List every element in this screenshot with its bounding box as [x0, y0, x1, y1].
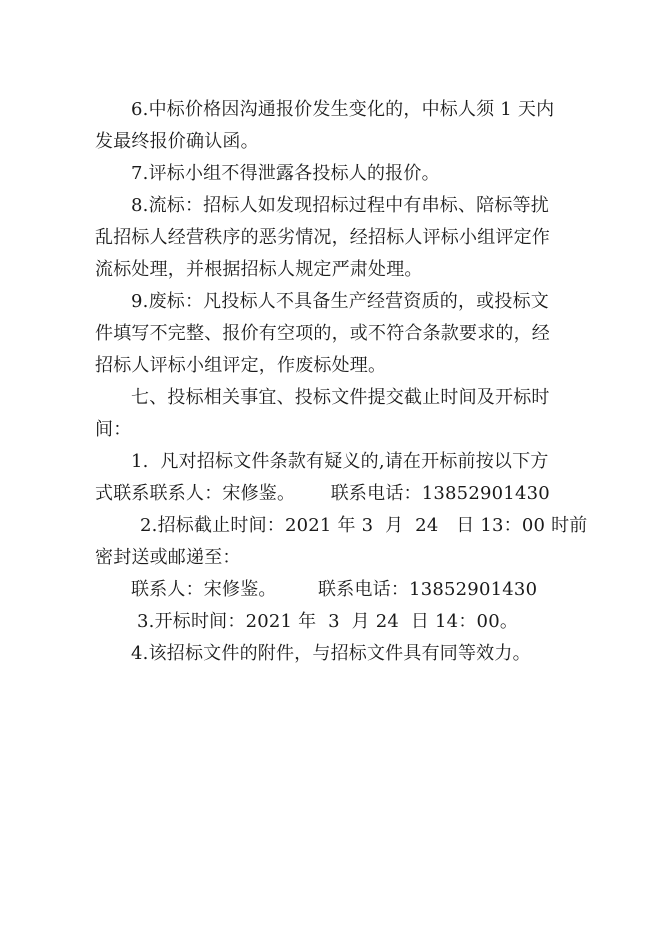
text-line-10: 七、投标相关事宜、投标文件提交截止时间及开标时	[131, 387, 550, 408]
text-line-12: 1. 凡对招标文件条款有疑义的,请在开标前按以下方	[131, 451, 549, 472]
text-line-2: 发最终报价确认函。	[95, 131, 259, 152]
text-line-18: 4.该招标文件的附件，与招标文件具有同等效力。	[131, 643, 531, 664]
text-line-16: 联系人：宋修鉴。 联系电话：13852901430	[131, 579, 538, 600]
text-line-7: 9.废标：凡投标人不具备生产经营资质的，或投标文	[131, 291, 549, 312]
text-line-1: 6.中标价格因沟通报价发生变化的，中标人须 1 天内	[131, 99, 555, 120]
text-line-6: 流标处理，并根据招标人规定严肃处理。	[95, 259, 423, 280]
text-line-15: 密封送或邮递至：	[95, 547, 241, 568]
text-line-14: 2.招标截止时间：2021 年 3 月 24 日 13：00 时前	[140, 515, 588, 536]
text-line-11: 间：	[95, 419, 132, 440]
text-line-5: 乱招标人经营秩序的恶劣情况，经招标人评标小组评定作	[95, 227, 550, 248]
text-line-3: 7.评标小组不得泄露各投标人的报价。	[131, 163, 440, 184]
text-line-8: 件填写不完整、报价有空项的，或不符合条款要求的，经	[95, 323, 550, 344]
text-line-13: 式联系联系人：宋修鉴。 联系电话：13852901430	[95, 483, 550, 504]
text-line-9: 招标人评标小组评定，作废标处理。	[95, 355, 387, 376]
text-line-17: 3.开标时间：2021 年 3 月 24 日 14：00。	[137, 611, 519, 632]
text-line-4: 8.流标：招标人如发现招标过程中有串标、陪标等扰	[131, 195, 549, 216]
